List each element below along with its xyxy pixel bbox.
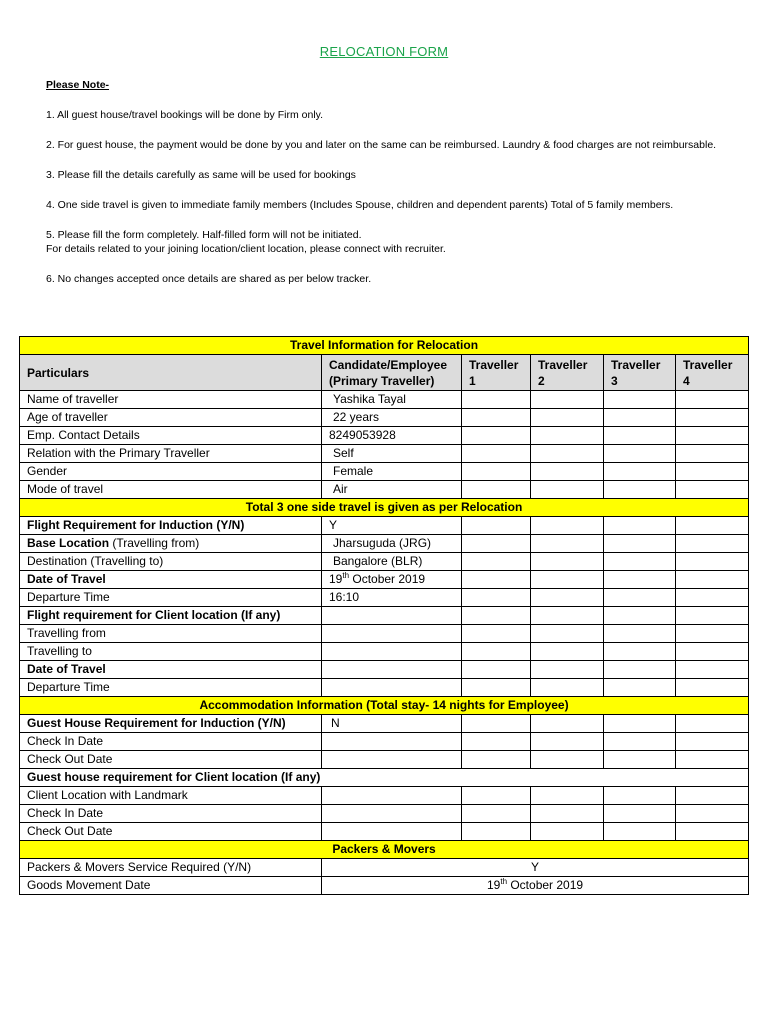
empty-cell[interactable] [604, 733, 676, 751]
primary-value[interactable] [322, 571, 462, 589]
empty-cell[interactable] [322, 643, 462, 661]
primary-value[interactable]: Female [322, 463, 462, 481]
empty-cell[interactable] [604, 571, 676, 589]
col-traveller-3: Traveller 3 [604, 355, 676, 391]
table-row [20, 787, 749, 805]
row-label: Packers & Movers Service Required (Y/N) [20, 859, 322, 877]
note-5: 5. Please fill the form completely. Half-filled form will not be initiated. [46, 229, 362, 241]
primary-value[interactable]: Y [322, 517, 462, 535]
empty-cell[interactable] [604, 625, 676, 643]
row-label: Guest House Requirement for Induction (Y/N) [20, 715, 322, 733]
primary-value[interactable]: 16:10 [322, 589, 462, 607]
date-suffix: th [342, 571, 350, 580]
empty-cell[interactable] [676, 751, 749, 769]
row-label: Flight Requirement for Induction (Y/N) [20, 517, 322, 535]
table-row [20, 409, 749, 427]
empty-cell[interactable] [604, 661, 676, 679]
primary-value[interactable]: Yashika Tayal [322, 391, 462, 409]
empty-cell[interactable] [604, 427, 676, 445]
col-particulars: Particulars [20, 355, 322, 391]
date-rest: October 2019 [349, 572, 426, 586]
empty-cell[interactable] [676, 553, 749, 571]
empty-cell[interactable] [676, 643, 749, 661]
section-title: Travel Information for Relocation [20, 337, 749, 355]
empty-cell[interactable] [462, 607, 531, 625]
empty-cell[interactable] [604, 391, 676, 409]
goods-rest: October 2019 [507, 878, 584, 892]
empty-cell[interactable] [531, 625, 604, 643]
section-header-travel [20, 337, 749, 355]
row-label: Check In Date [20, 805, 322, 823]
empty-cell[interactable] [462, 589, 531, 607]
empty-cell[interactable] [531, 823, 604, 841]
empty-cell[interactable] [462, 463, 531, 481]
empty-cell[interactable] [462, 427, 531, 445]
empty-cell[interactable] [604, 805, 676, 823]
empty-cell[interactable] [322, 733, 462, 751]
empty-cell[interactable] [322, 661, 462, 679]
col-traveller-4: Traveller 4 [676, 355, 749, 391]
notes-heading: Please Note- [46, 79, 110, 91]
section-title: Accommodation Information (Total stay- 14 nights for Employee) [20, 697, 749, 715]
empty-cell[interactable] [676, 787, 749, 805]
empty-cell[interactable] [531, 715, 604, 733]
row-label: Flight requirement for Client location (If any) [20, 607, 322, 625]
notes-section [46, 78, 726, 302]
primary-value[interactable]: 8249053928 [322, 427, 462, 445]
empty-cell[interactable] [531, 607, 604, 625]
empty-cell[interactable] [462, 823, 531, 841]
primary-value[interactable]: Self [322, 445, 462, 463]
col-traveller-2: Traveller 2 [531, 355, 604, 391]
section-header-accommodation [20, 697, 749, 715]
empty-cell[interactable] [322, 787, 462, 805]
date-day: 19 [329, 572, 343, 586]
table-row [20, 445, 749, 463]
empty-cell[interactable] [462, 571, 531, 589]
empty-cell[interactable] [322, 607, 462, 625]
empty-cell[interactable] [676, 427, 749, 445]
col-primary-traveller: Candidate/Employee (Primary Traveller) [322, 355, 462, 391]
empty-cell[interactable] [462, 733, 531, 751]
row-label: Mode of travel [20, 481, 322, 499]
empty-cell[interactable] [531, 463, 604, 481]
empty-cell[interactable] [462, 715, 531, 733]
empty-cell[interactable] [531, 805, 604, 823]
empty-cell[interactable] [676, 823, 749, 841]
row-label: Travelling from [20, 625, 322, 643]
empty-cell[interactable] [531, 391, 604, 409]
table-row [20, 769, 749, 787]
empty-cell[interactable] [604, 463, 676, 481]
section-header-packers [20, 841, 749, 859]
table-row [20, 589, 749, 607]
table-row [20, 733, 749, 751]
empty-cell[interactable] [531, 517, 604, 535]
row-label: Travelling to [20, 643, 322, 661]
empty-cell[interactable] [462, 643, 531, 661]
empty-cell[interactable] [531, 643, 604, 661]
empty-cell[interactable] [462, 679, 531, 697]
table-row [20, 679, 749, 697]
empty-cell[interactable] [604, 751, 676, 769]
empty-cell[interactable] [462, 409, 531, 427]
empty-cell[interactable] [531, 787, 604, 805]
empty-cell[interactable] [531, 553, 604, 571]
table-row [20, 427, 749, 445]
empty-cell[interactable] [676, 625, 749, 643]
empty-cell[interactable] [531, 409, 604, 427]
row-label: Destination (Travelling to) [20, 553, 322, 571]
empty-cell[interactable] [462, 391, 531, 409]
empty-cell[interactable] [676, 463, 749, 481]
row-label: Date of Travel [20, 571, 322, 589]
empty-cell[interactable] [462, 535, 531, 553]
row-label: Check Out Date [20, 823, 322, 841]
empty-cell[interactable] [462, 787, 531, 805]
row-label: Age of traveller [20, 409, 322, 427]
table-row [20, 625, 749, 643]
primary-value[interactable]: 22 years [322, 409, 462, 427]
empty-cell[interactable] [462, 553, 531, 571]
empty-cell[interactable] [531, 733, 604, 751]
col-traveller-1: Traveller 1 [462, 355, 531, 391]
row-label: Gender [20, 463, 322, 481]
empty-cell[interactable] [676, 391, 749, 409]
empty-cell[interactable] [676, 805, 749, 823]
empty-cell[interactable] [604, 643, 676, 661]
empty-cell[interactable] [676, 445, 749, 463]
row-label: Name of traveller [20, 391, 322, 409]
note-5-detail: For details related to your joining location/client location, please connect with recruiter. [46, 243, 446, 255]
goods-date-value[interactable] [322, 877, 749, 895]
empty-cell[interactable] [531, 481, 604, 499]
empty-cell[interactable] [676, 481, 749, 499]
empty-cell[interactable] [462, 517, 531, 535]
row-label: Date of Travel [20, 661, 322, 679]
goods-suffix: th [500, 877, 508, 886]
primary-value[interactable]: Air [322, 481, 462, 499]
row-label: Relation with the Primary Traveller [20, 445, 322, 463]
form-title: RELOCATION FORM [319, 44, 449, 59]
row-label: Goods Movement Date [20, 877, 322, 895]
table-row [20, 535, 749, 553]
column-header-row [20, 355, 749, 391]
row-label: Check In Date [20, 733, 322, 751]
note-2: 2. For guest house, the payment would be done by you and later on the same can be reimbursed. Laundry & food charges are not reimbursable. [46, 139, 717, 151]
note-4: 4. One side travel is given to immediate family members (Includes Spouse, children and dependent parents) Total of 5 family members. [46, 199, 674, 211]
empty-cell[interactable] [604, 607, 676, 625]
empty-cell[interactable] [676, 661, 749, 679]
empty-cell[interactable] [676, 715, 749, 733]
primary-value[interactable]: Jharsuguda (JRG) [322, 535, 462, 553]
table-row [20, 715, 749, 733]
empty-cell[interactable] [676, 409, 749, 427]
relocation-table [19, 336, 749, 895]
row-label: Departure Time [20, 589, 322, 607]
empty-cell[interactable] [604, 679, 676, 697]
table-row [20, 553, 749, 571]
table-row [20, 661, 749, 679]
table-row [20, 643, 749, 661]
row-label: Guest house requirement for Client location (If any) [20, 769, 749, 787]
table-row [20, 463, 749, 481]
row-label: Departure Time [20, 679, 322, 697]
empty-cell[interactable] [604, 823, 676, 841]
empty-cell[interactable] [531, 445, 604, 463]
row-label-rest: (Travelling from) [109, 536, 200, 550]
empty-cell[interactable] [531, 427, 604, 445]
table-row [20, 481, 749, 499]
row-label: Check Out Date [20, 751, 322, 769]
empty-cell[interactable] [676, 733, 749, 751]
empty-cell[interactable] [604, 535, 676, 553]
empty-cell[interactable] [604, 517, 676, 535]
empty-cell[interactable] [604, 715, 676, 733]
section-header-onesided [20, 499, 749, 517]
empty-cell[interactable] [531, 571, 604, 589]
empty-cell[interactable] [604, 445, 676, 463]
empty-cell[interactable] [604, 553, 676, 571]
goods-day: 19 [486, 878, 501, 892]
table-row [20, 877, 749, 895]
table-row [20, 607, 749, 625]
empty-cell[interactable] [676, 571, 749, 589]
empty-cell[interactable] [676, 517, 749, 535]
empty-cell[interactable] [322, 805, 462, 823]
empty-cell[interactable] [531, 751, 604, 769]
table-row [20, 571, 749, 589]
empty-cell[interactable] [604, 589, 676, 607]
empty-cell[interactable] [462, 661, 531, 679]
row-label: Client Location with Landmark [20, 787, 322, 805]
empty-cell[interactable] [322, 625, 462, 643]
empty-cell[interactable] [462, 805, 531, 823]
empty-cell[interactable] [462, 751, 531, 769]
empty-cell[interactable] [676, 589, 749, 607]
empty-cell[interactable] [322, 823, 462, 841]
table-row [20, 823, 749, 841]
empty-cell[interactable] [604, 409, 676, 427]
packers-value[interactable]: Y [322, 859, 749, 877]
note-3: 3. Please fill the details carefully as same will be used for bookings [46, 169, 356, 181]
section-title: Packers & Movers [20, 841, 749, 859]
table-row [20, 517, 749, 535]
empty-cell[interactable] [322, 679, 462, 697]
table-row [20, 391, 749, 409]
row-label-bold: Base Location [27, 536, 110, 550]
empty-cell[interactable] [676, 535, 749, 553]
section-title: Total 3 one side travel is given as per Relocation [20, 499, 749, 517]
table-row [20, 805, 749, 823]
note-6: 6. No changes accepted once details are shared as per below tracker. [46, 273, 372, 285]
empty-cell[interactable] [531, 589, 604, 607]
empty-cell[interactable] [462, 481, 531, 499]
empty-cell[interactable] [462, 445, 531, 463]
empty-cell[interactable] [676, 607, 749, 625]
note-1: 1. All guest house/travel bookings will be done by Firm only. [46, 109, 324, 121]
primary-value[interactable]: N [322, 715, 462, 733]
empty-cell[interactable] [531, 679, 604, 697]
primary-value[interactable]: Bangalore (BLR) [322, 553, 462, 571]
table-row [20, 751, 749, 769]
table-row [20, 859, 749, 877]
empty-cell[interactable] [604, 787, 676, 805]
empty-cell[interactable] [531, 535, 604, 553]
row-label [20, 535, 322, 553]
empty-cell[interactable] [322, 751, 462, 769]
empty-cell[interactable] [604, 481, 676, 499]
empty-cell[interactable] [531, 661, 604, 679]
empty-cell[interactable] [462, 625, 531, 643]
row-label: Emp. Contact Details [20, 427, 322, 445]
empty-cell[interactable] [676, 679, 749, 697]
